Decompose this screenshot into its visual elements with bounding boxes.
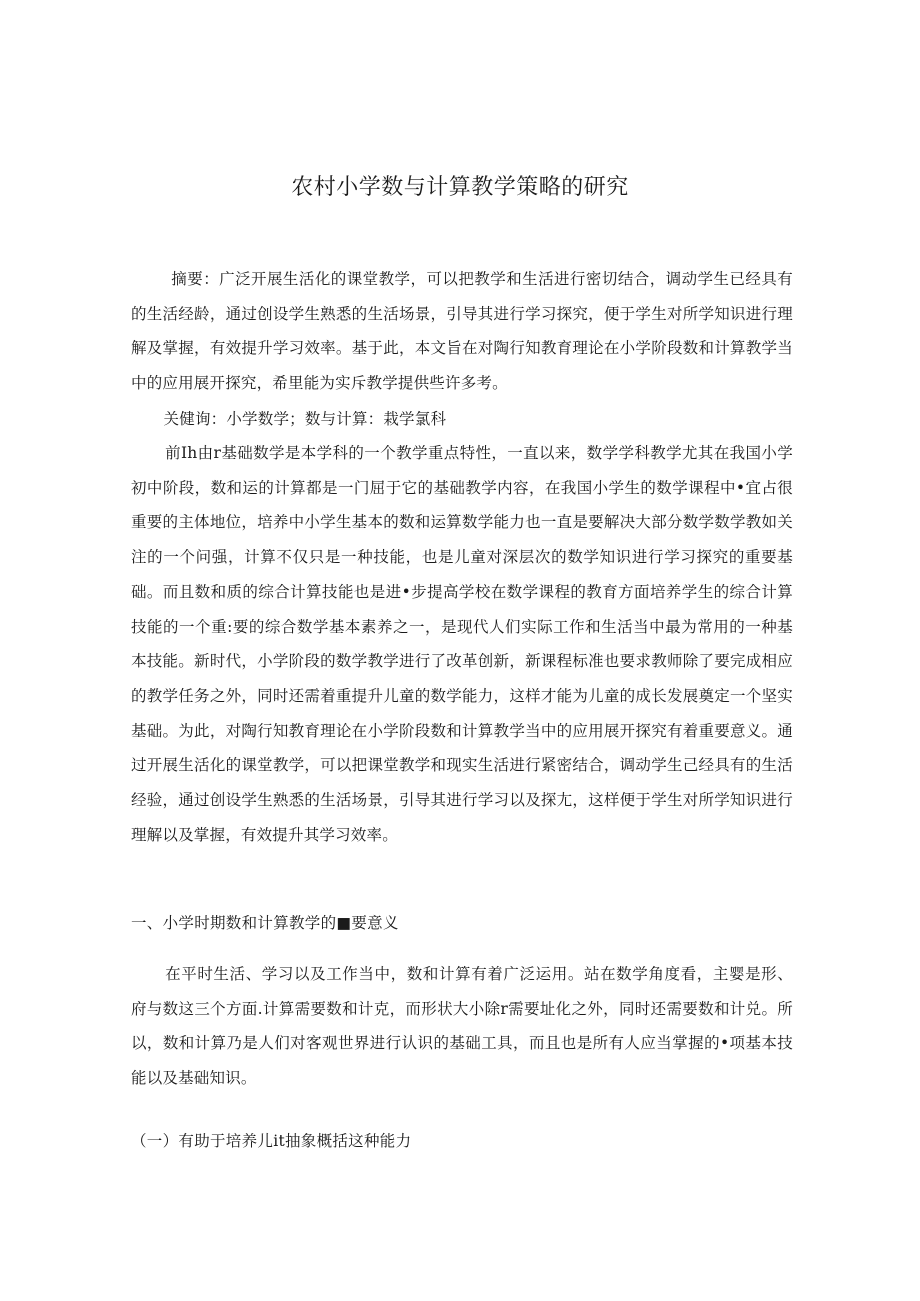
subsection-heading: （一）有助于培养儿it抽象概括这种能力 (131, 1132, 412, 1150)
section-heading: 一、小学时期数和计算教学的■要意义 (131, 914, 399, 932)
keywords-line: 关健询：小学数学；数与计算：栽学氯科 (163, 410, 447, 428)
intro-paragraph: 前Ih由r基础数学是本学科的一个教学重点特性，一直以来，数学学科教学尤其在我国小学初中阶段，数和运的计算都是一门屈于它的基础教学内容，在我国小学生的数学课程中•宜占很重要的主体地位，培养中小学生基本的数和运算数学能力也一直是要解决大部分数学数学教如关注的一个问强，计算不仅只是一种技能，也是儿童对深层次的数学知识进行学习探究的重要基础。而且数和质的综合计算技能也是进•步提高学校在数学课程的教育方面培养学生的综合计算技能的一个重:要的综合数学基本素养之一，是现代人们实际工作和生活当中最为常用的一种基本技能。新时代，小学阶段的数学教学进行了改革创新，新课程标准也要求教师除了要完成相应的教学任务之外，同时还需着重提升儿童的数学能力，这样才能为儿童的成长发展奠定一个坚实基础。为此，对陶行知教育理论在小学阶段数和计算教学当中的应用展开探究有着重要意义。通过开展生活化的课堂教学，可以把课堂教学和现实生活进行紧密结合，调动学生己经具有的生活经验，通过创设学生熟悉的生活场景，引导其进行学习以及探尢，这样便于学生对所学知识进行理解以及掌握，有效提升其学习效率。 (131, 444, 793, 844)
section-paragraph: 在平时生活、学习以及工作当中，数和计算有着广泛运用。站在数学角度看，主婴是形、府与数这三个方面.计算需要数和计克，而形状大小除r需要址化之外，同时还需要数和计兑。所以，数和计算乃是人们对客观世界进行认识的基础工具，而且也是所有人应当掌握的•项基本技能以及基础知识。 (131, 965, 793, 1088)
paper-title: 农村小学数与计算教学策略的研究 (291, 175, 629, 200)
abstract-paragraph: 摘要：广泛开展生活化的课堂教学，可以把教学和生活进行密切结合，调动学生已经具有的生活经龄，通过创设学生熟悉的生活场景，引导其进行学习探究，便于学生对所学知识进行理解及掌握，有效提升学习效率。基于此，本文旨在对陶行知教育理论在小学阶段数和计算教学当中的应用展开探究，希里能为实斥教学提供些许多考。 (131, 270, 793, 393)
